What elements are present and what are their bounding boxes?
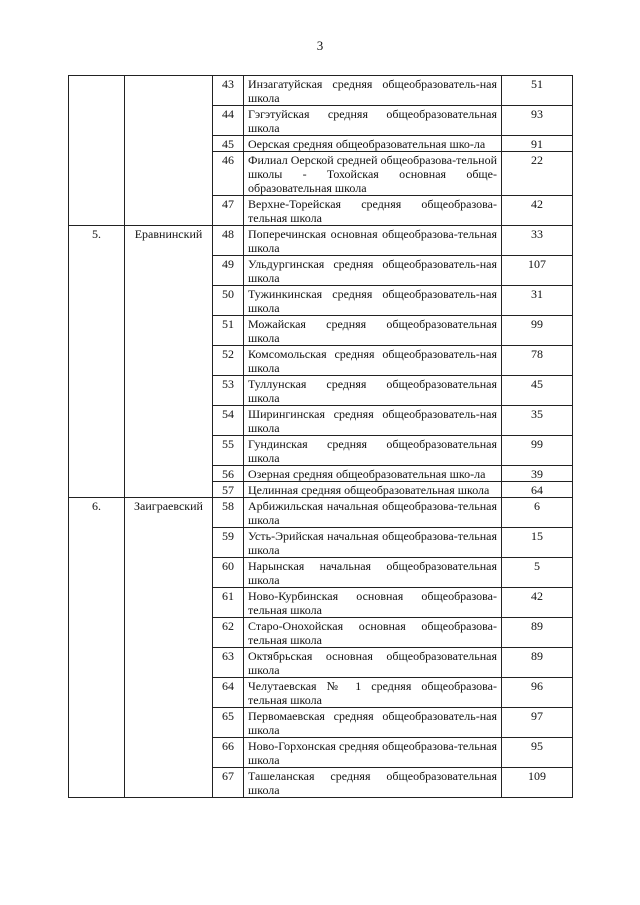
school-name: Усть-Эрийская начальная общеобразова-тельная школа <box>248 529 497 557</box>
school-name-cell <box>244 738 502 768</box>
school-name-cell <box>244 588 502 618</box>
school-index: 50 <box>213 286 244 316</box>
school-index: 43 <box>213 76 244 106</box>
school-name-cell <box>244 708 502 738</box>
student-count: 31 <box>502 286 573 316</box>
school-index: 59 <box>213 528 244 558</box>
school-name: Поперечинская основная общеобразова-тельная школа <box>248 227 497 255</box>
student-count: 89 <box>502 618 573 648</box>
school-name: Гундинская средняя общеобразовательная школа <box>248 437 497 465</box>
student-count: 35 <box>502 406 573 436</box>
school-name-cell <box>244 558 502 588</box>
table-row <box>69 498 573 528</box>
schools-table-body <box>69 76 573 798</box>
school-name-cell <box>244 316 502 346</box>
student-count: 42 <box>502 588 573 618</box>
student-count: 6 <box>502 498 573 528</box>
school-name-cell <box>244 466 502 482</box>
school-name: Оерская средняя общеобразовательная шко-ла <box>248 137 486 151</box>
school-name: Ново-Курбинская основная общеобразова-тельная школа <box>248 589 497 617</box>
student-count: 89 <box>502 648 573 678</box>
school-name: Туллунская средняя общеобразовательная школа <box>248 377 497 405</box>
school-index: 48 <box>213 226 244 256</box>
school-name: Ташеланская средняя общеобразовательная школа <box>248 769 497 797</box>
school-name: Ульдургинская средняя общеобразователь-ная школа <box>248 257 497 285</box>
school-name: Можайская средняя общеобразовательная школа <box>248 317 497 345</box>
school-name: Инзагатуйская средняя общеобразователь-ная школа <box>248 77 497 105</box>
school-name: Старо-Онохойская основная общеобразова-тельная школа <box>248 619 497 647</box>
school-name: Комсомольская средняя общеобразователь-ная школа <box>248 347 497 375</box>
student-count: 99 <box>502 316 573 346</box>
school-index: 64 <box>213 678 244 708</box>
student-count: 64 <box>502 482 573 498</box>
student-count: 22 <box>502 152 573 196</box>
school-name-cell <box>244 678 502 708</box>
school-index: 58 <box>213 498 244 528</box>
school-name: Верхне-Торейская средняя общеобразова-тельная школа <box>248 197 497 225</box>
school-index: 46 <box>213 152 244 196</box>
school-index: 45 <box>213 136 244 152</box>
school-name-cell <box>244 346 502 376</box>
school-index: 62 <box>213 618 244 648</box>
school-index: 52 <box>213 346 244 376</box>
page-number: 3 <box>316 38 324 53</box>
district-number: 6. <box>69 498 125 798</box>
school-name-cell <box>244 196 502 226</box>
student-count: 42 <box>502 196 573 226</box>
school-name-cell <box>244 436 502 466</box>
school-index: 61 <box>213 588 244 618</box>
table-row <box>69 226 573 256</box>
school-name-cell <box>244 106 502 136</box>
school-name-cell <box>244 226 502 256</box>
school-index: 51 <box>213 316 244 346</box>
school-name: Ново-Горхонская средняя общеобразова-тельная школа <box>248 739 497 767</box>
district-name <box>125 76 213 226</box>
district-number <box>69 76 125 226</box>
school-name-cell <box>244 136 502 152</box>
school-name-cell <box>244 648 502 678</box>
school-name-cell <box>244 152 502 196</box>
school-index: 56 <box>213 466 244 482</box>
school-name-cell <box>244 256 502 286</box>
district-number: 5. <box>69 226 125 498</box>
school-name: Филиал Оерской средней общеобразова-тельной школы - Тохойская основная обще-образовательная школа <box>248 153 497 195</box>
schools-table <box>68 75 573 798</box>
school-index: 67 <box>213 768 244 798</box>
student-count: 5 <box>502 558 573 588</box>
school-name: Тужинкинская средняя общеобразователь-ная школа <box>248 287 497 315</box>
student-count: 99 <box>502 436 573 466</box>
school-index: 63 <box>213 648 244 678</box>
school-name: Первомаевская средняя общеобразователь-ная школа <box>248 709 497 737</box>
student-count: 95 <box>502 738 573 768</box>
district-name: Еравнинский <box>125 226 213 498</box>
student-count: 107 <box>502 256 573 286</box>
school-name-cell <box>244 618 502 648</box>
school-name: Целинная средняя общеобразовательная школа <box>248 483 490 497</box>
school-name: Озерная средняя общеобразовательная шко-ла <box>248 467 486 481</box>
school-name-cell <box>244 498 502 528</box>
student-count: 109 <box>502 768 573 798</box>
school-name: Арбижильская начальная общеобразова-тельная школа <box>248 499 497 527</box>
school-index: 53 <box>213 376 244 406</box>
student-count: 93 <box>502 106 573 136</box>
school-name: Октябрьская основная общеобразовательная школа <box>248 649 497 677</box>
school-name-cell <box>244 482 502 498</box>
table-row <box>69 76 573 106</box>
student-count: 15 <box>502 528 573 558</box>
school-index: 65 <box>213 708 244 738</box>
school-name-cell <box>244 768 502 798</box>
district-name: Заиграевский <box>125 498 213 798</box>
school-index: 54 <box>213 406 244 436</box>
student-count: 51 <box>502 76 573 106</box>
student-count: 39 <box>502 466 573 482</box>
school-index: 44 <box>213 106 244 136</box>
student-count: 33 <box>502 226 573 256</box>
student-count: 97 <box>502 708 573 738</box>
student-count: 96 <box>502 678 573 708</box>
student-count: 78 <box>502 346 573 376</box>
school-index: 49 <box>213 256 244 286</box>
school-name: Челутаевская № 1 средняя общеобразова-тельная школа <box>248 679 497 707</box>
student-count: 45 <box>502 376 573 406</box>
school-name-cell <box>244 376 502 406</box>
school-name: Ширингинская средняя общеобразователь-ная школа <box>248 407 497 435</box>
school-name: Нарынская начальная общеобразовательная школа <box>248 559 497 587</box>
school-name: Гэгэтуйская средняя общеобразовательная школа <box>248 107 497 135</box>
school-name-cell <box>244 406 502 436</box>
school-name-cell <box>244 528 502 558</box>
school-name-cell <box>244 76 502 106</box>
school-index: 66 <box>213 738 244 768</box>
school-index: 57 <box>213 482 244 498</box>
school-index: 60 <box>213 558 244 588</box>
school-index: 55 <box>213 436 244 466</box>
school-name-cell <box>244 286 502 316</box>
school-index: 47 <box>213 196 244 226</box>
student-count: 91 <box>502 136 573 152</box>
